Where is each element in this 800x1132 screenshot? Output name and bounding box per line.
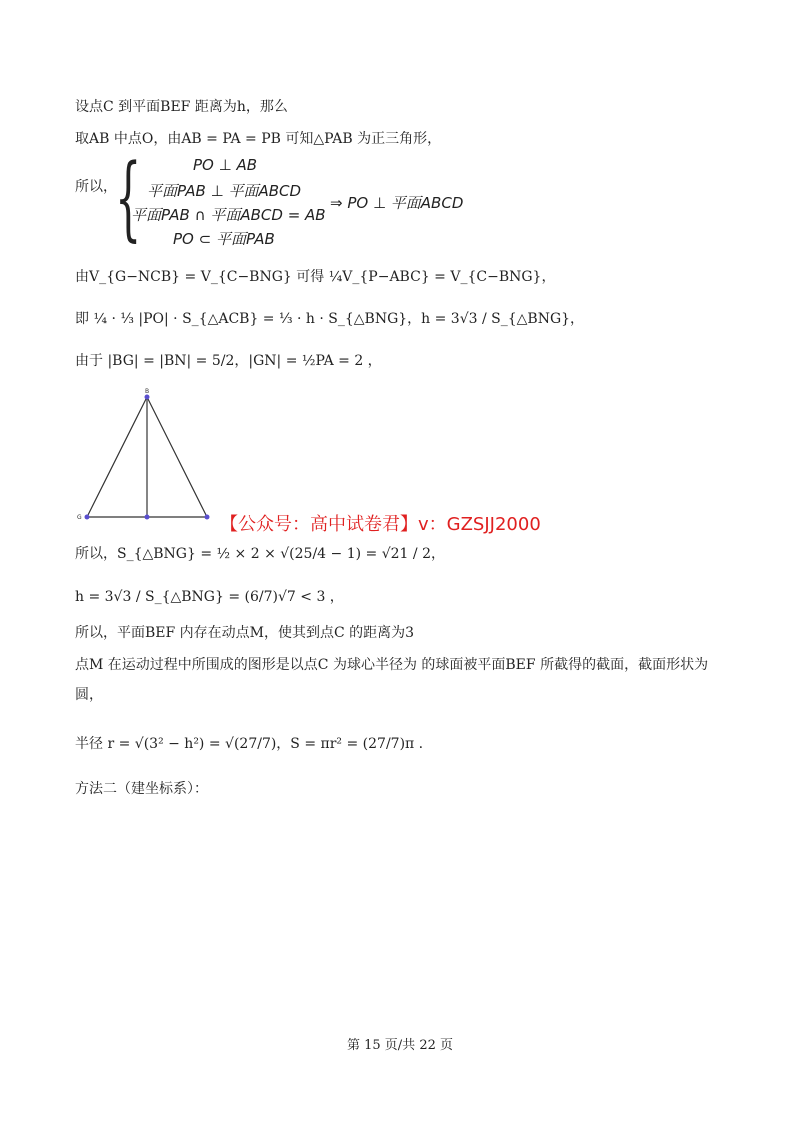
condition-system — [115, 144, 475, 251]
text-line-4 — [75, 268, 555, 286]
text-line-9 — [75, 624, 414, 642]
line-11-text: 圆， — [75, 687, 103, 703]
system-row-4: PO ⊂ 平面PAB — [173, 230, 275, 248]
triangle-left-edge — [87, 397, 147, 517]
vertex-top-point — [145, 395, 150, 400]
system-row-3: 平面PAB ∩ 平面ABCD = AB — [131, 206, 326, 224]
vertex-right-point — [205, 515, 210, 520]
system-label — [75, 178, 117, 196]
line-1-text: 设点C 到平面BEF 距离为h，那么 — [75, 99, 288, 115]
text-line-5 — [75, 310, 584, 328]
triangle-right-edge — [147, 397, 207, 517]
line-2-text: 取AB 中点O，由AB = PA = PB 可知△PAB 为正三角形， — [75, 131, 442, 147]
line-6-text: 由于 |BG| = |BN| = 5/2，|GN| = ½PA = 2 ， — [75, 353, 382, 369]
text-line-12 — [75, 735, 423, 753]
line-9-text: 所以，平面BEF 内存在动点M，使其到点C 的距离为3 — [75, 625, 415, 641]
text-line-10 — [75, 656, 708, 674]
line-13-text: 方法二（建坐标系）： — [75, 781, 208, 797]
line-8-text: h = 3√3 / S_{△BNG} = (6/7)√7 < 3 ， — [75, 589, 344, 605]
text-line-6 — [75, 352, 382, 370]
midpoint-point — [145, 515, 150, 520]
system-row-2: 平面PAB ⊥ 平面ABCD — [147, 182, 302, 200]
label-top: B — [145, 388, 150, 395]
vertex-left-point — [85, 515, 90, 520]
text-line-8 — [75, 588, 344, 606]
system-row-1: PO ⊥ AB — [193, 156, 258, 174]
page-footer: 第 15 页/共 22 页 — [347, 1038, 453, 1053]
left-brace: { — [115, 144, 142, 251]
system-conclusion: ⇒ PO ⊥ 平面ABCD — [330, 194, 464, 212]
line-5-text: 即 ¼ · ⅓ |PO| · S_{△ACB} = ⅓ · h · S_{△BNG}，h = 3√3 / S_{△BNG}， — [75, 311, 585, 327]
so-label: 所以， — [75, 179, 117, 195]
line-4-text: 由V_{G−NCB} = V_{C−BNG} 可得 ¼V_{P−ABC} = V_{C−BNG}， — [75, 269, 556, 285]
text-line-7 — [75, 545, 445, 563]
text-line-13 — [75, 780, 208, 798]
label-left: G — [77, 514, 82, 521]
line-12-text: 半径 r = √(3² − h²) = √(27/7)，S = πr² = (27/7)π . — [75, 736, 424, 752]
text-line-11 — [75, 686, 103, 704]
line-7-text: 所以，S_{△BNG} = ½ × 2 × √(25/4 − 1) = √21 / 2， — [75, 546, 445, 562]
text-line-1 — [75, 98, 288, 116]
line-10-text: 点M 在运动过程中所围成的图形是以点C 为球心半径为 的球面被平面BEF 所截得的截面，截面形状为 — [75, 657, 709, 673]
watermark: 【公众号：高中试卷君】v：GZSJJ2000 — [220, 514, 541, 535]
triangle-figure — [75, 385, 225, 525]
